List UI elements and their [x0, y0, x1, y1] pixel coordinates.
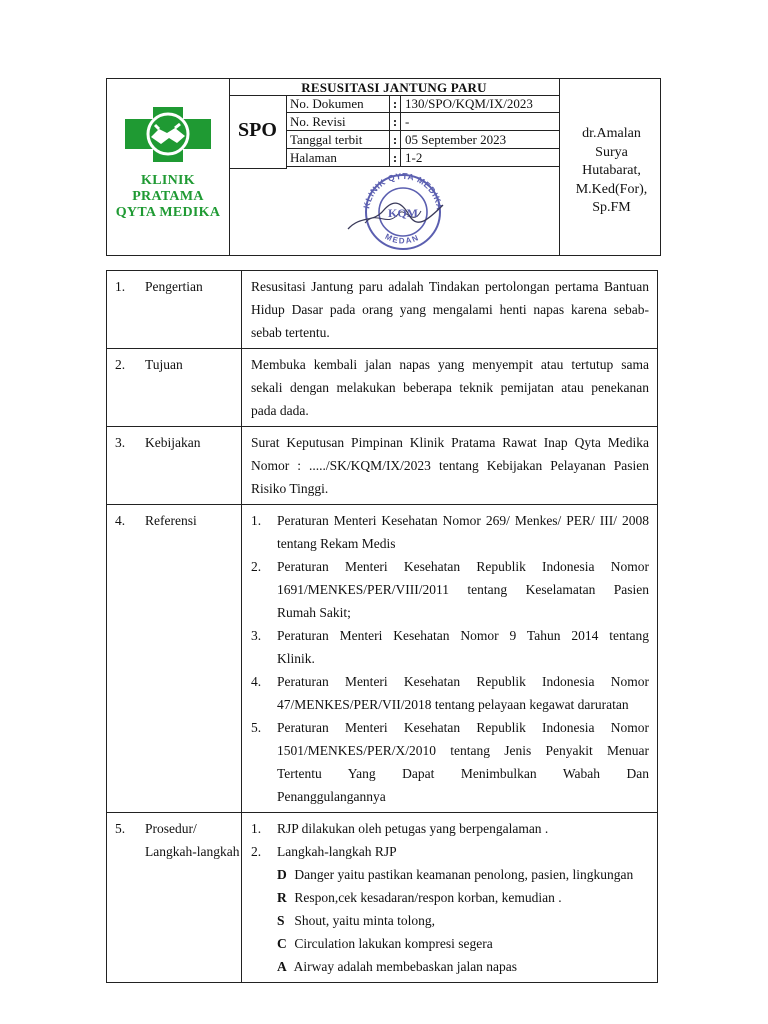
section-body [242, 813, 658, 983]
section-label [143, 813, 242, 983]
section-number: 4. [107, 505, 144, 813]
approver-line: dr.Amalan [582, 126, 641, 141]
body-line: Resusitasi Jantung paru adalah Tindakan pertolongan pertama Bantuan [251, 279, 649, 294]
procedure-list [251, 817, 649, 863]
step-letter: C [277, 936, 287, 951]
meta-separator: : [390, 131, 401, 149]
body-line: Nomor : ...../SK/KQM/IX/2023 tentang Kebijakan Pelayanan Pasien [251, 458, 649, 473]
list-item-number: 1. [251, 513, 262, 528]
section-label: Pengertian [143, 271, 242, 349]
step-letter: S [277, 913, 285, 928]
list-item [251, 716, 649, 808]
meta-key: Tanggal terbit [286, 131, 390, 149]
meta-separator: : [390, 95, 401, 113]
svg-text:KLINIK QYTA MEDIKA [361, 171, 445, 211]
section-label: Kebijakan [143, 427, 242, 505]
spo-label: SPO [238, 119, 277, 141]
list-item-number: 1. [251, 821, 262, 836]
step-text: Danger yaitu pastikan keamanan penolong, pasien, lingkungan [294, 867, 634, 882]
step-letter: R [277, 890, 287, 905]
reference-list [251, 509, 649, 808]
step-text: Shout, yaitu minta tolong, [294, 913, 435, 928]
document-header [106, 78, 661, 256]
step-letter: A [277, 959, 287, 974]
section-label: Referensi [143, 505, 242, 813]
body-line: sebab tertentu. [251, 325, 330, 340]
list-item-line: Langkah-langkah RJP [277, 844, 397, 859]
clinic-cross-handshake-logo [125, 107, 211, 162]
step-text: Airway adalah membebaskan jalan napas [293, 959, 518, 974]
step-text: Circulation lakukan kompresi segera [294, 936, 493, 951]
list-item-line: RJP dilakukan oleh petugas yang berpengalaman . [277, 821, 549, 836]
list-item-line: Peraturan Menteri Kesehatan Republik Indonesia Nomor [277, 720, 649, 735]
list-item-line: 1691/MENKES/PER/VIII/2011 tentang Keselamatan Pasien [277, 582, 649, 597]
approver-name [560, 125, 663, 218]
list-item [251, 624, 649, 670]
list-item-line: 47/MENKES/PER/VII/2018 tentang pelayaan kegawat daruratan [277, 697, 629, 712]
table-row [107, 813, 658, 983]
meta-key: No. Revisi [286, 113, 390, 131]
rjp-step [277, 863, 649, 886]
meta-row [286, 149, 559, 167]
table-row [107, 349, 658, 427]
section-number: 1. [107, 271, 144, 349]
meta-value: 130/SPO/KQM/IX/2023 [401, 95, 560, 113]
section-label: Tujuan [143, 349, 242, 427]
list-item [251, 817, 649, 840]
meta-row [286, 131, 559, 149]
list-item [251, 555, 649, 624]
logo-text-line: QYTA MEDIKA [115, 205, 221, 220]
list-item-line: Peraturan Menteri Kesehatan Republik Indonesia Nomor [277, 559, 649, 574]
list-item-number: 2. [251, 844, 262, 859]
table-row [107, 271, 658, 349]
rjp-step [277, 955, 649, 978]
body-line: pada dada. [251, 403, 309, 418]
meta-row [286, 95, 559, 113]
list-item-line: Penanggulangannya [277, 789, 386, 804]
rjp-step [277, 886, 649, 909]
meta-separator: : [390, 149, 401, 167]
list-item [251, 840, 649, 863]
section-body [242, 271, 658, 349]
approver-cell [559, 79, 663, 255]
logo-text-line: PRATAMA [132, 189, 204, 204]
approver-line: Hutabarat, [582, 163, 641, 178]
meta-row [286, 113, 559, 131]
section-body [242, 349, 658, 427]
svg-text:MEDAN [384, 232, 421, 246]
list-item-number: 2. [251, 559, 262, 574]
list-item [251, 509, 649, 555]
section-label-line: Prosedur/ [145, 821, 197, 836]
step-text: Respon,cek kesadaran/respon korban, kemudian . [294, 890, 562, 905]
list-item-line: Peraturan Menteri Kesehatan Nomor 9 Tahun 2014 tentang [277, 628, 649, 643]
section-number: 2. [107, 349, 144, 427]
body-line: Surat Keputusan Pimpinan Klinik Pratama Rawat Inap Qyta Medika [251, 435, 649, 450]
clinic-stamp [343, 171, 461, 251]
meta-separator: : [390, 113, 401, 131]
list-item-number: 3. [251, 628, 262, 643]
approver-line: Surya [595, 144, 628, 160]
body-line: Risiko Tinggi. [251, 481, 329, 496]
list-item-line: Rumah Sakit; [277, 605, 351, 620]
meta-value: 1-2 [401, 149, 560, 167]
meta-key: No. Dokumen [286, 95, 390, 113]
table-row [107, 505, 658, 813]
list-item-line: Tertentu Yang Dapat Menimbulkan Wabah Dan [277, 766, 649, 781]
list-item-number: 4. [251, 674, 262, 689]
stamp-city-text: MEDAN [383, 232, 421, 246]
document-title: RESUSITASI JANTUNG PARU [229, 79, 559, 96]
rjp-step [277, 909, 649, 932]
step-letter: D [277, 867, 287, 882]
rjp-step [277, 932, 649, 955]
list-item-line: tentang Rekam Medis [277, 536, 396, 551]
section-number: 5. [107, 813, 144, 983]
list-item-line: Klinik. [277, 651, 315, 666]
body-line: sekali dengan melakukan beberapa teknik pemijatan atau penekanan [251, 380, 649, 395]
logo-cell [107, 79, 230, 255]
stamp-seal-icon [343, 171, 461, 251]
list-item-line: 1501/MENKES/PER/X/2010 tentang Jenis Penyakit Menuar [277, 743, 649, 758]
list-item-line: Peraturan Menteri Kesehatan Nomor 269/ Menkes/ PER/ III/ 2008 [277, 513, 649, 528]
logo-text-line: KLINIK [141, 173, 195, 188]
meta-value: - [401, 113, 560, 131]
spo-cell [229, 95, 287, 169]
section-body [242, 427, 658, 505]
rjp-steps [251, 863, 649, 978]
stamp-arc-text: KLINIK QYTA MEDIKA [361, 171, 445, 211]
meta-value: 05 September 2023 [401, 131, 560, 149]
document-meta-table [286, 95, 559, 167]
list-item-line: Peraturan Menteri Kesehatan Republik Indonesia Nomor [277, 674, 649, 689]
meta-key: Halaman [286, 149, 390, 167]
section-body [242, 505, 658, 813]
approver-line: Sp.FM [592, 200, 631, 215]
section-number: 3. [107, 427, 144, 505]
body-line: Membuka kembali jalan napas yang menyempit atau tertutup sama [251, 357, 649, 372]
approver-line: M.Ked(For), [575, 181, 648, 197]
list-item [251, 670, 649, 716]
section-label-line: Langkah-langkah [145, 844, 240, 859]
body-line: Hidup Dasar pada orang yang mengalami henti napas karena sebab- [251, 302, 649, 317]
procedure-table [106, 270, 658, 983]
svg-text:KQM: KQM [388, 206, 418, 220]
list-item-number: 5. [251, 720, 262, 735]
table-row [107, 427, 658, 505]
